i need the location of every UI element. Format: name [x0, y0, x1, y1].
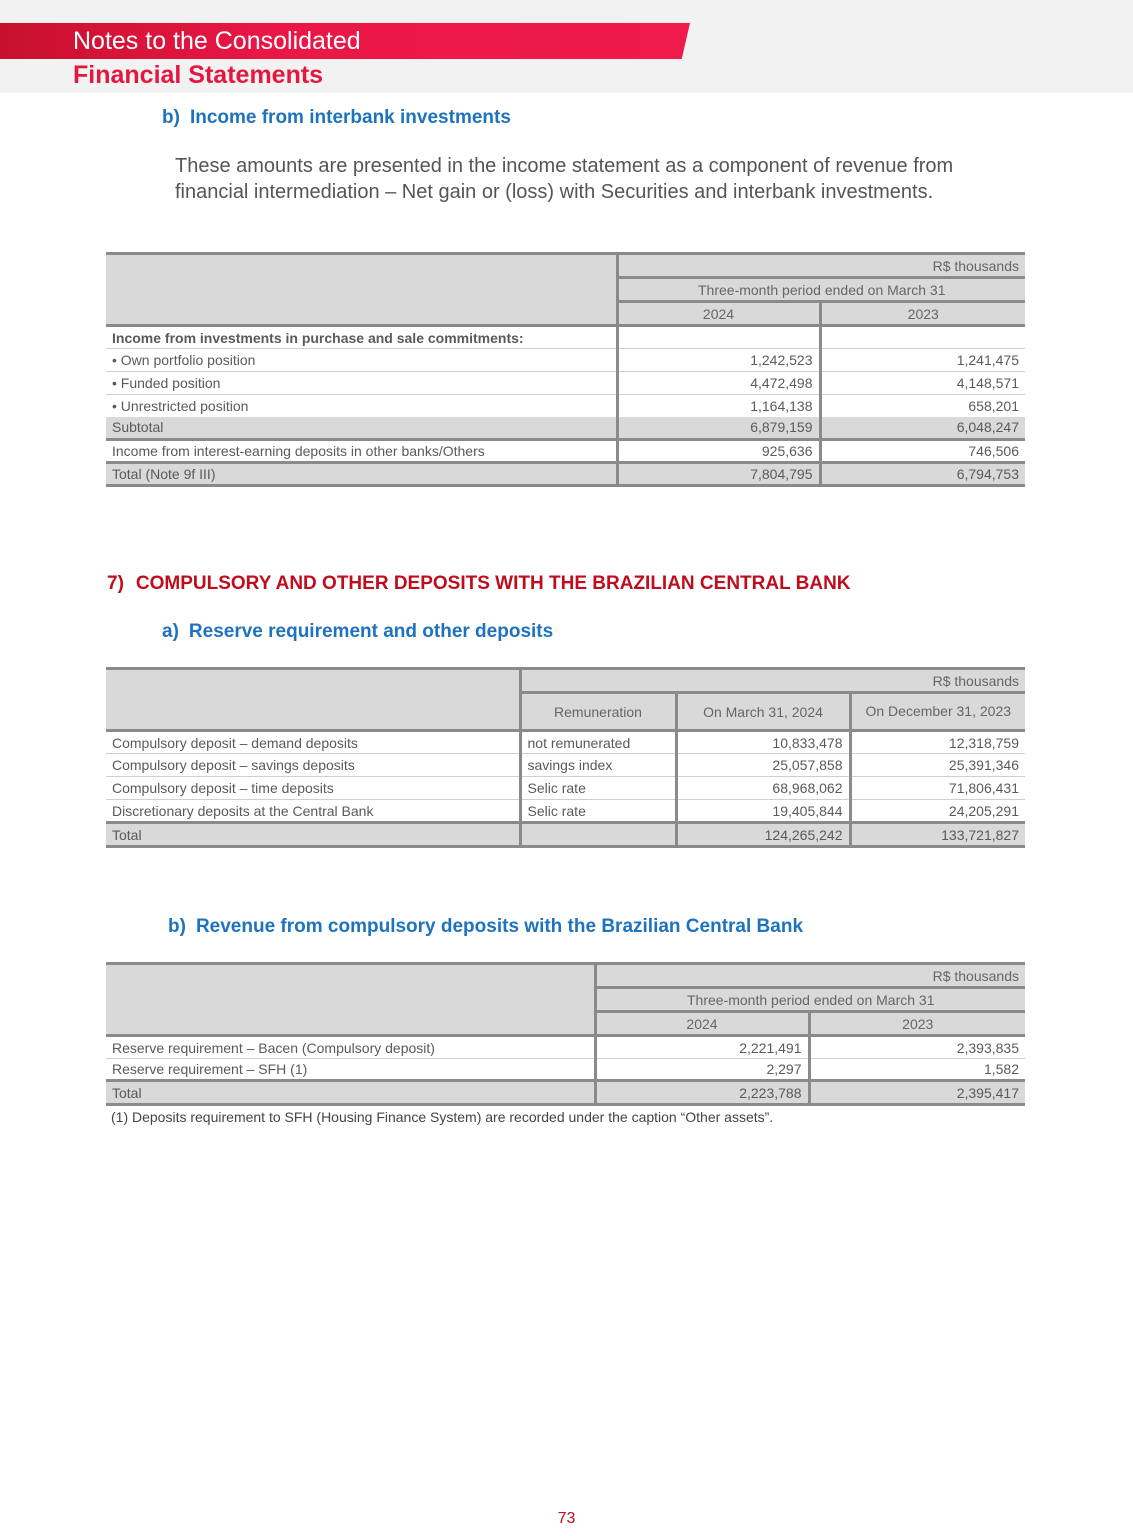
value-december-2023: 133,721,827: [850, 823, 1025, 847]
value-2023: 658,201: [820, 395, 1025, 417]
value-2024: 2,297: [595, 1059, 809, 1081]
row-label: Total (Note 9f III): [112, 466, 216, 482]
remuneration: Selic rate: [520, 800, 676, 823]
value-2024: 1,164,138: [617, 395, 820, 417]
value-2023: 6,048,247: [820, 417, 1025, 440]
table-row: [106, 1059, 1025, 1081]
heading-text: Revenue from compulsory deposits with the Brazilian Central Bank: [195, 916, 804, 937]
heading-reserve-requirement: [162, 620, 553, 644]
value-2024: 925,636: [617, 440, 820, 463]
row-label: • Funded position: [112, 375, 221, 391]
value-december-2023: 12,318,759: [850, 731, 1025, 754]
heading-interbank-investments: [162, 106, 511, 130]
heading-text: Reserve requirement and other deposits: [188, 621, 554, 642]
row-label: Reserve requirement – Bacen (Compulsory deposit): [112, 1039, 435, 1056]
table-row: [106, 731, 1025, 754]
col-header-2023: 2023: [820, 302, 1025, 326]
interbank-income-table: [106, 252, 1025, 487]
total-row: [106, 1081, 1025, 1105]
table-row: [106, 395, 1025, 417]
row-label: Reserve requirement – SFH (1): [112, 1061, 308, 1077]
unit-label: R$ thousands: [595, 964, 1025, 988]
row-label: Compulsory deposit – savings deposits: [112, 757, 355, 773]
page-number: 73: [557, 1510, 576, 1527]
group-label: Income from investments in purchase and sale commitments:: [112, 329, 524, 346]
row-label: Income from interest-earning deposits in other banks/Others: [112, 443, 485, 459]
empty-cell: [820, 326, 1025, 349]
intro-paragraph: These amounts are presented in the income statement as a component of revenue from financial intermediation – Net gain or (loss) with Securities and interbank investments.: [175, 155, 954, 203]
table-row: [106, 777, 1025, 800]
total-row: [106, 823, 1025, 847]
header-title-line1: Notes to the Consolidated: [73, 27, 361, 55]
table-row: [106, 1036, 1025, 1059]
empty-cell: [617, 326, 820, 349]
table-row: [106, 349, 1025, 372]
footnote: (1) Deposits requirement to SFH (Housing Finance System) are recorded under the caption “Other assets”.: [111, 1109, 774, 1125]
row-label: • Unrestricted position: [112, 397, 249, 414]
value-2023: 2,395,417: [809, 1081, 1025, 1105]
value-2023: 746,506: [820, 440, 1025, 463]
row-label: • Own portfolio position: [112, 352, 256, 368]
heading-text: COMPULSORY AND OTHER DEPOSITS WITH THE BRAZILIAN CENTRAL BANK: [135, 573, 851, 594]
unit-label: R$ thousands: [617, 254, 1025, 278]
heading-text: Income from interbank investments: [189, 107, 511, 128]
unit-label: R$ thousands: [520, 669, 1025, 693]
value-2024: 4,472,498: [617, 372, 820, 395]
row-label: Total: [112, 1084, 142, 1101]
value-2023: 2,393,835: [809, 1036, 1025, 1059]
col-header-2023: 2023: [809, 1012, 1025, 1036]
value-2024: 2,223,788: [595, 1081, 809, 1105]
row-label: Subtotal: [112, 419, 164, 436]
value-december-2023: 71,806,431: [850, 777, 1025, 800]
col-header-2024: 2024: [617, 302, 820, 326]
heading-compulsory-deposits: [107, 572, 851, 596]
table-header-blank: [106, 254, 617, 326]
value-march-2024: 19,405,844: [676, 800, 850, 823]
total-row: [106, 463, 1025, 486]
revenue-compulsory-table: [106, 962, 1025, 1106]
table-header-blank: [106, 964, 595, 1036]
value-2023: 1,582: [809, 1059, 1025, 1081]
empty-cell: [520, 823, 676, 847]
row-label: Compulsory deposit – demand deposits: [112, 734, 358, 751]
remuneration: savings index: [520, 754, 676, 777]
value-march-2024: 10,833,478: [676, 731, 850, 754]
col-header-march-2024: On March 31, 2024: [676, 693, 850, 731]
col-header-december-2023: On December 31, 2023: [850, 693, 1025, 731]
value-2023: 1,241,475: [820, 349, 1025, 372]
subtotal-row: [106, 417, 1025, 440]
row-label: Compulsory deposit – time deposits: [112, 780, 334, 796]
reserve-requirement-table: [106, 667, 1025, 848]
heading-label: 7): [107, 573, 124, 594]
value-march-2024: 124,265,242: [676, 823, 850, 847]
table-row: [106, 800, 1025, 823]
table-row: [106, 440, 1025, 463]
row-label: Discretionary deposits at the Central Bank: [112, 802, 374, 819]
heading-label: b): [162, 107, 180, 128]
heading-revenue-compulsory: [168, 915, 803, 939]
value-2024: 6,879,159: [617, 417, 820, 440]
value-march-2024: 68,968,062: [676, 777, 850, 800]
value-2023: 6,794,753: [820, 463, 1025, 486]
period-header: Three-month period ended on March 31: [617, 278, 1025, 302]
period-header: Three-month period ended on March 31: [595, 988, 1025, 1012]
row-label: Total: [112, 826, 142, 843]
remuneration: not remunerated: [520, 731, 676, 754]
remuneration: Selic rate: [520, 777, 676, 800]
col-header-2024: 2024: [595, 1012, 809, 1036]
value-december-2023: 25,391,346: [850, 754, 1025, 777]
value-2024: 2,221,491: [595, 1036, 809, 1059]
table-row: [106, 372, 1025, 395]
value-march-2024: 25,057,858: [676, 754, 850, 777]
heading-label: b): [168, 916, 186, 937]
col-header-remuneration: Remuneration: [520, 693, 676, 731]
heading-label: a): [162, 621, 179, 642]
value-2023: 4,148,571: [820, 372, 1025, 395]
value-december-2023: 24,205,291: [850, 800, 1025, 823]
table-row: [106, 754, 1025, 777]
table-header-blank: [106, 669, 520, 731]
value-2024: 7,804,795: [617, 463, 820, 486]
header-title-line2: Financial Statements: [73, 61, 324, 89]
value-2024: 1,242,523: [617, 349, 820, 372]
